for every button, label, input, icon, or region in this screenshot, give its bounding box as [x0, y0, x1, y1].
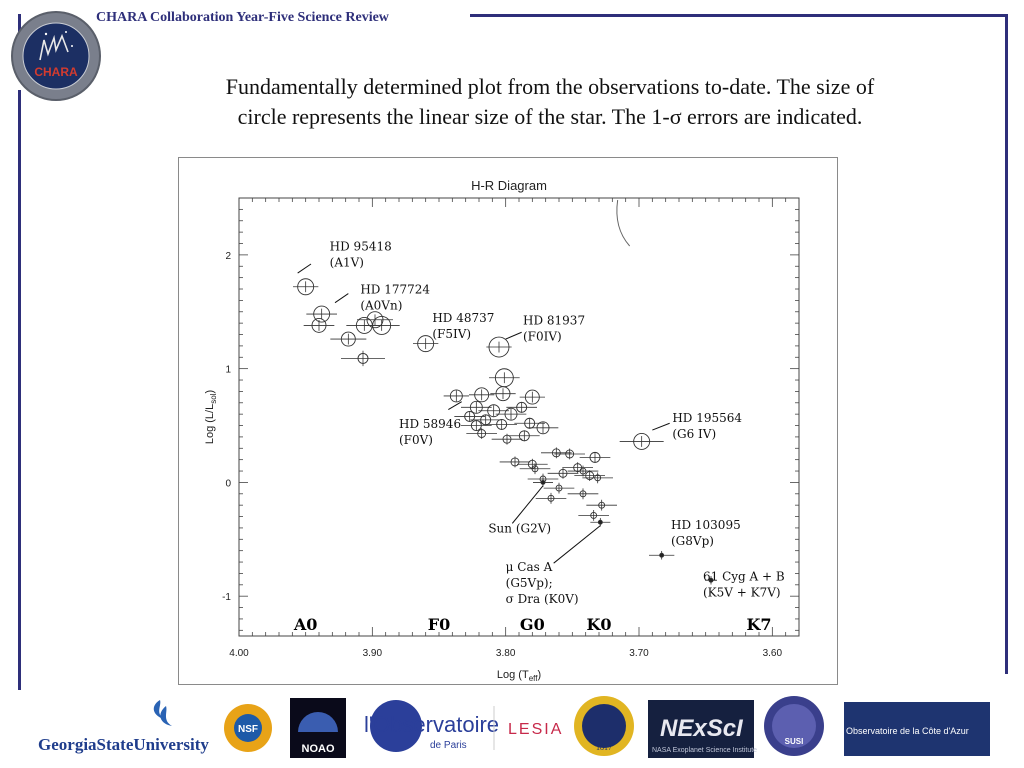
star-annotation: σ Dra (K0V) [505, 592, 579, 607]
star-annotation: Sun (G2V) [488, 521, 552, 536]
star-annotation: HD 177724 [360, 282, 431, 297]
observatoire-paris-text: l'Observatoire [364, 712, 500, 737]
y-tick-label: -1 [222, 592, 231, 604]
frame-left-rule [18, 90, 21, 690]
star-annotation: (A0Vn) [360, 298, 403, 313]
georgia-state-text: GeorgiaStateUniversity [38, 735, 209, 754]
star-annotation: (A1V) [329, 255, 365, 270]
susi-logo [764, 696, 824, 756]
caption-line-1: Fundamentally determined plot from the observations to-date. The size of [225, 74, 875, 99]
sponsor-logo-strip [30, 692, 1000, 764]
star-annotation: (F5IV) [432, 327, 472, 342]
noao-text: NOAO [301, 743, 335, 755]
star-annotation: (G6 IV) [672, 427, 717, 442]
oca-text: Observatoire de la Côte d'Azur [846, 726, 969, 736]
nsf-logo [224, 704, 272, 752]
star-annotation: (G5Vp); [505, 576, 553, 591]
annotation-leader [448, 402, 461, 410]
spectral-type-label: F0 [427, 615, 451, 634]
annotation-leader [652, 423, 669, 430]
star-annotation: (F0V) [399, 432, 433, 447]
university-of-michigan-seal [574, 696, 634, 756]
header-title: CHARA Collaboration Year-Five Science Review [96, 10, 389, 25]
evolution-track-fragment [617, 200, 630, 246]
star-annotation: 61 Cyg A + B [703, 569, 785, 584]
sponsor-logos [30, 692, 1000, 764]
star-annotation: HD 48737 [432, 311, 495, 326]
star-annotation: HD 103095 [671, 518, 741, 533]
star-annotation: HD 81937 [523, 313, 586, 328]
star-point [598, 520, 602, 524]
slide-caption [110, 72, 990, 132]
x-tick-label: 3.60 [762, 648, 783, 659]
spectral-type-label: K7 [746, 615, 772, 634]
annotation-leader [554, 526, 601, 564]
michigan-seal-year: 1817 [596, 743, 612, 752]
nexsci-logo [648, 700, 757, 758]
lesia-logo: LESIA [508, 721, 564, 738]
observatoire-paris-subtext: de Paris [430, 740, 467, 751]
star-annotation: (G8Vp) [671, 534, 714, 549]
y-axis-label: Log $(L/L_{sol})$ [204, 389, 218, 445]
nexsci-text: NExScI [660, 715, 743, 742]
annotation-leader [298, 264, 311, 273]
x-tick-label: 3.90 [362, 648, 383, 659]
observatoire-paris-logo [364, 700, 499, 752]
star-annotation: HD 195564 [672, 411, 743, 426]
spectral-type-label: G0 [519, 615, 545, 634]
star-annotation: (K5V + K7V) [703, 585, 781, 600]
star-annotation: HD 95418 [329, 239, 392, 254]
star-point [660, 553, 664, 557]
hr-diagram-panel [178, 157, 838, 685]
hr-diagram-chart [179, 158, 837, 684]
y-tick-label: 1 [225, 364, 231, 376]
x-tick-label: 3.70 [629, 648, 649, 659]
star-point [541, 480, 545, 484]
chara-logo [10, 10, 102, 102]
spectral-type-label: K0 [586, 615, 612, 634]
annotation-leader [512, 486, 543, 524]
noao-logo [290, 698, 346, 758]
frame-right-rule [1005, 14, 1008, 674]
x-axis-label: Log $(T_{eff})$ [496, 669, 542, 683]
nexsci-subtext: NASA Exoplanet Science Institute [652, 747, 758, 754]
star-annotation: HD 58946 [399, 416, 462, 431]
nsf-text: NSF [238, 724, 258, 735]
y-tick-label: 2 [225, 250, 231, 262]
susi-text: SUSI [784, 737, 804, 746]
chart-title: H-R Diagram [471, 178, 547, 193]
logo-text: CHARA [34, 65, 78, 79]
y-tick-label: 0 [225, 478, 231, 490]
caption-line-2: circle represents the linear size of the star. The 1-σ errors are indicated. [237, 104, 863, 129]
annotation-leader [506, 332, 522, 339]
star-annotation: (F0IV) [523, 329, 562, 344]
georgia-state-logo [38, 700, 209, 754]
oca-logo [844, 702, 990, 756]
star-annotation: μ Cas A [505, 560, 553, 575]
spectral-type-label: A0 [293, 615, 318, 634]
annotation-leader [335, 294, 348, 303]
frame-top-rule [470, 14, 1008, 17]
x-tick-label: 4.00 [229, 648, 249, 659]
x-tick-label: 3.80 [495, 648, 516, 659]
